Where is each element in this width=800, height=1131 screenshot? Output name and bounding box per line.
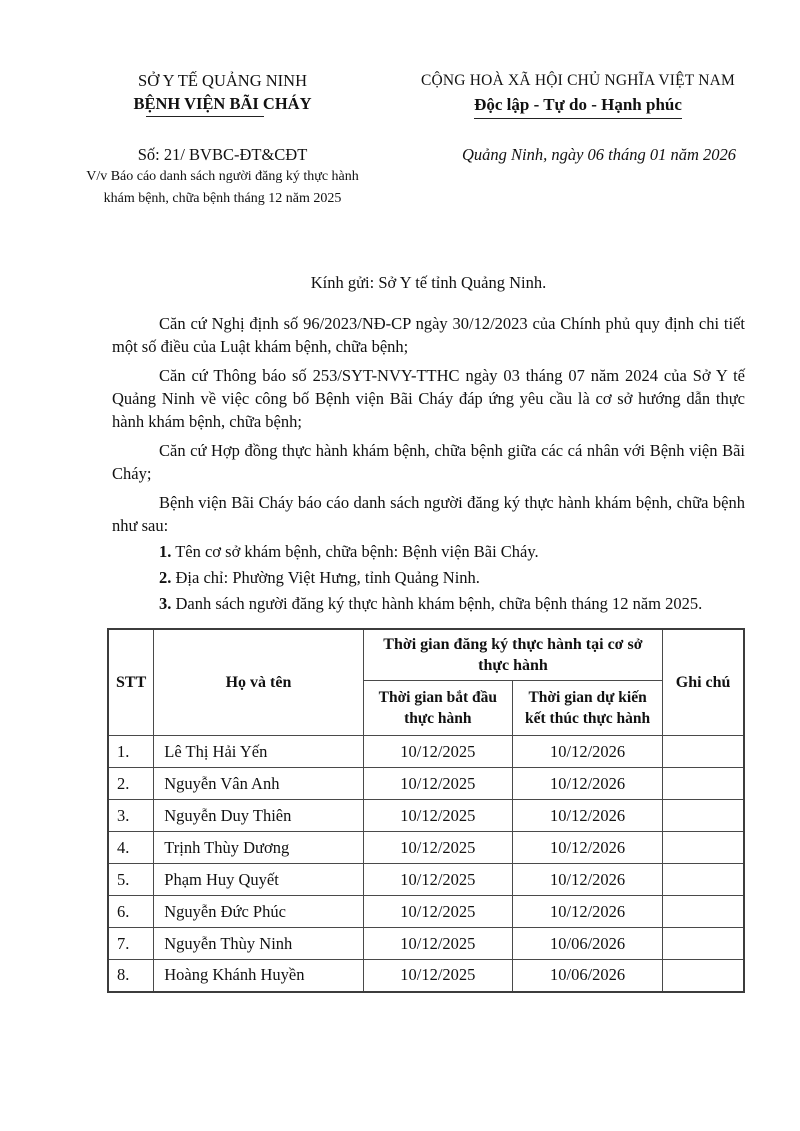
parent-org-name: SỞ Y TẾ QUẢNG NINH: [138, 71, 307, 90]
cell-note: [663, 896, 744, 928]
legal-basis-paragraph: Căn cứ Thông báo số 253/SYT-NVY-TTHC ngày 03 tháng 07 năm 2024 của Sở Y tế Quảng Ninh về việc công bố Bệnh viện Bãi Cháy đáp ứng yêu cầu là cơ sở hướng dẫn thực hành khám bệnh, chữa bệnh;: [112, 366, 745, 431]
cell-name: Nguyễn Đức Phúc: [154, 896, 363, 928]
list-item-number: 1.: [159, 542, 172, 561]
cell-note: [663, 736, 744, 768]
cell-start: 10/12/2025: [363, 768, 512, 800]
list-item: [112, 566, 745, 589]
cell-end: 10/12/2026: [512, 896, 662, 928]
cell-name: Hoàng Khánh Huyền: [154, 960, 363, 992]
cell-note: [663, 928, 744, 960]
header-stt: STT: [108, 629, 154, 736]
header-note: Ghi chú: [663, 629, 744, 736]
cell-stt: 7.: [108, 928, 154, 960]
table-row: [108, 768, 744, 800]
cell-end: 10/06/2026: [512, 960, 662, 992]
cell-stt: 2.: [108, 768, 154, 800]
national-header-block: [383, 70, 773, 166]
cell-start: 10/12/2025: [363, 960, 512, 992]
header-start-time: Thời gian bắt đầu thực hành: [363, 681, 512, 736]
cell-start: 10/12/2025: [363, 896, 512, 928]
cell-end: 10/12/2026: [512, 800, 662, 832]
cell-stt: 1.: [108, 736, 154, 768]
cell-stt: 4.: [108, 832, 154, 864]
legal-basis-paragraph: Căn cứ Nghị định số 96/2023/NĐ-CP ngày 30/12/2023 của Chính phủ quy định chi tiết một số điều của Luật khám bệnh, chữa bệnh;: [112, 314, 745, 356]
recipient-line: Kính gửi: Sở Y tế tỉnh Quảng Ninh.: [310, 273, 547, 292]
legal-basis-paragraph: Căn cứ Hợp đồng thực hành khám bệnh, chữa bệnh giữa các cá nhân với Bệnh viện Bãi Cháy;: [112, 441, 745, 483]
national-title: CỘNG HOÀ XÃ HỘI CHỦ NGHĨA VIỆT NAM: [420, 72, 736, 89]
cell-stt: 3.: [108, 800, 154, 832]
cell-note: [663, 960, 744, 992]
cell-start: 10/12/2025: [363, 736, 512, 768]
list-item-number: 3.: [159, 594, 172, 613]
table-row: [108, 896, 744, 928]
list-item-text: Danh sách người đăng ký thực hành khám bệnh, chữa bệnh tháng 12 năm 2025.: [171, 594, 703, 613]
cell-note: [663, 800, 744, 832]
table-header: [108, 629, 744, 736]
org-name: BỆNH VIỆN BÃI CHÁY: [133, 94, 312, 113]
national-motto: [383, 93, 773, 119]
table-row: [108, 736, 744, 768]
practice-registration-table: [107, 628, 745, 993]
cell-name: Nguyễn Thùy Ninh: [154, 928, 363, 960]
cell-note: [663, 864, 744, 896]
place-and-date: Quảng Ninh, ngày 06 tháng 01 năm 2026: [461, 145, 737, 164]
cell-name: Lê Thị Hải Yến: [154, 736, 363, 768]
issuer-block: [70, 70, 375, 209]
table-row: [108, 928, 744, 960]
list-item-text: Tên cơ sở khám bệnh, chữa bệnh: Bệnh viện Bãi Cháy.: [171, 542, 539, 561]
list-item: [112, 540, 745, 563]
cell-start: 10/12/2025: [363, 864, 512, 896]
list-item-text: Địa chỉ: Phường Việt Hưng, tỉnh Quảng Ninh.: [171, 568, 480, 587]
table-row: [108, 864, 744, 896]
cell-end: 10/12/2026: [512, 832, 662, 864]
cell-end: 10/12/2026: [512, 736, 662, 768]
list-item: [112, 592, 745, 615]
header-time-group: Thời gian đăng ký thực hành tại cơ sở thực hành: [363, 629, 663, 681]
cell-name: Trịnh Thùy Dương: [154, 832, 363, 864]
cell-note: [663, 832, 744, 864]
cell-stt: 8.: [108, 960, 154, 992]
cell-note: [663, 768, 744, 800]
national-motto-text: Độc lập - Tự do - Hạnh phúc: [474, 93, 682, 119]
document-body: [112, 271, 745, 993]
cell-start: 10/12/2025: [363, 800, 512, 832]
practice-table-body: [108, 736, 744, 992]
cell-name: Nguyễn Vân Anh: [154, 768, 363, 800]
header-name: Họ và tên: [154, 629, 363, 736]
document-header: [70, 70, 745, 209]
cell-end: 10/12/2026: [512, 864, 662, 896]
cell-stt: 5.: [108, 864, 154, 896]
document-number: Số: 21/ BVBC-ĐT&CĐT: [137, 145, 308, 164]
header-end-time: Thời gian dự kiến kết thúc thực hành: [512, 681, 662, 736]
list-item-number: 2.: [159, 568, 172, 587]
cell-start: 10/12/2025: [363, 928, 512, 960]
table-row: [108, 960, 744, 992]
cell-stt: 6.: [108, 896, 154, 928]
cell-name: Phạm Huy Quyết: [154, 864, 363, 896]
cell-end: 10/12/2026: [512, 768, 662, 800]
cell-start: 10/12/2025: [363, 832, 512, 864]
report-intro-paragraph: Bệnh viện Bãi Cháy báo cáo danh sách người đăng ký thực hành khám bệnh, chữa bệnh như sau:: [112, 493, 745, 535]
table-row: [108, 800, 744, 832]
table-row: [108, 832, 744, 864]
cell-end: 10/06/2026: [512, 928, 662, 960]
cell-name: Nguyễn Duy Thiên: [154, 800, 363, 832]
document-subject: V/v Báo cáo danh sách người đăng ký thực hành khám bệnh, chữa bệnh tháng 12 năm 2025: [86, 169, 359, 206]
org-name-underline: [146, 116, 264, 117]
